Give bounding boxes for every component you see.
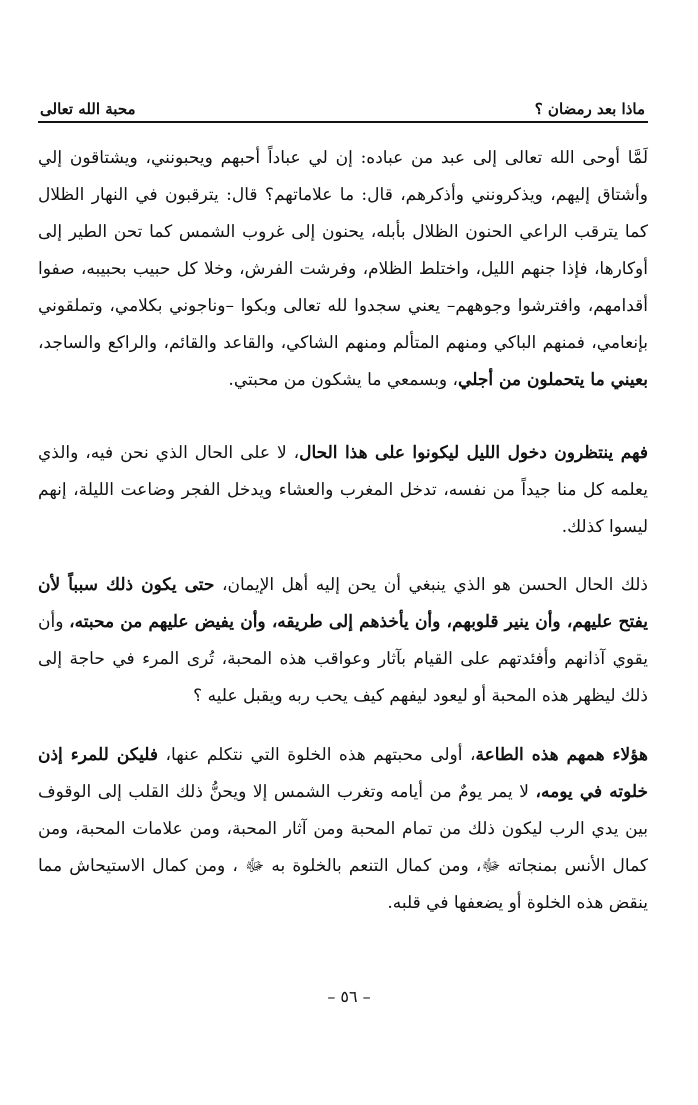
text-run: لَمَّا أوحى الله تعالى إلى عبد من عباده: إن لي عباداً أحبهم ويحبونني، ويشتاقون إلي وأشتاق إليهم، ويذكرونني وأذكرهم، قال: ما علاماتهم؟ قال: يترقبون في النهار الظلال كما يترقب الراعي الحنون الظلال بأبله، يحنون إلى غروب الشمس كما تحن الطير إلى أوكارها، فإذا جنهم الليل، واختلط الظلام، وفرشت الفرش، وخلا كل حبيب بحبيبه، صفوا أقدامهم، وافترشوا وجوههم– يعني سجدوا لله تعالى وبكوا –وناجوني بكلامي، وتملقوني بإنعامي، فمنهم الباكي ومنهم المتألم ومنهم الشاكي، والقاعد والقائم، والراكع والساجد، xyxy=(38,148,648,353)
paragraph-good-state xyxy=(38,567,648,715)
bold-text: هؤلاء همهم هذه الطاعة xyxy=(475,745,648,765)
text-run: ذلك الحال الحسن هو الذي ينبغي أن يحن إليه أهل الإيمان، xyxy=(214,575,648,595)
header-chapter-title: محبة الله تعالى xyxy=(40,100,136,118)
header-divider xyxy=(38,121,648,123)
paragraph-hadith xyxy=(38,140,648,399)
text-run: وأن يقوي آذانهم وأفئدتهم على القيام بآثار وعواقب هذه المحبة، تُرى المرء في حاجة إلى ذلك ليظهر هذه المحبة أو ليعود ليفهم كيف يحب ربه ويقبل عليه ؟ xyxy=(38,612,648,706)
paragraph-night-waiting xyxy=(38,435,648,546)
header-book-title: ماذا بعد رمضان ؟ xyxy=(534,100,645,118)
bold-text: فليكن للمرء إذن خلوته في يومه، xyxy=(38,745,648,802)
bold-text: فهم ينتظرون دخول الليل ليكونوا على هذا الحال xyxy=(299,443,648,463)
page-number: – ٥٦ – xyxy=(327,987,371,1006)
text-run: ، وبسمعي ما يشكون من محبتي. xyxy=(228,370,459,390)
running-header xyxy=(40,88,645,118)
text-run: ، لا على الحال الذي نحن فيه، والذي يعلمه كل منا جيداً من نفسه، تدخل المغرب والعشاء ويدخل الفجر وضاعت الليلة، إنهم ليسوا كذلك. xyxy=(38,443,648,537)
paragraph-seclusion xyxy=(38,737,648,922)
bold-text: بعيني ما يتحملون من أجلي xyxy=(458,370,648,390)
text-run: لا يمر يومٌ من أيامه وتغرب الشمس إلا ويحنُّ ذلك القلب إلى الوقوف بين يدي الرب ليكون ذلك من تمام المحبة ومن آثار المحبة، ومن علامات المحبة، ومن كمال الأنس بمنجاته ﷻ، ومن كمال التنعم بالخلوة به ﷻ ، ومن كمال الاستيحاش مما ينقض هذه الخلوة أو يضعفها في قلبه. xyxy=(38,782,648,913)
text-run: ، أولى محبتهم هذه الخلوة التي نتكلم عنها، xyxy=(158,745,476,765)
bold-text: حتى يكون ذلك سبباً لأن يفتح عليهم، وأن ينير قلوبهم، وأن يأخذهم إلى طريقه، وأن يفيض عليهم من محبته، xyxy=(38,575,648,632)
